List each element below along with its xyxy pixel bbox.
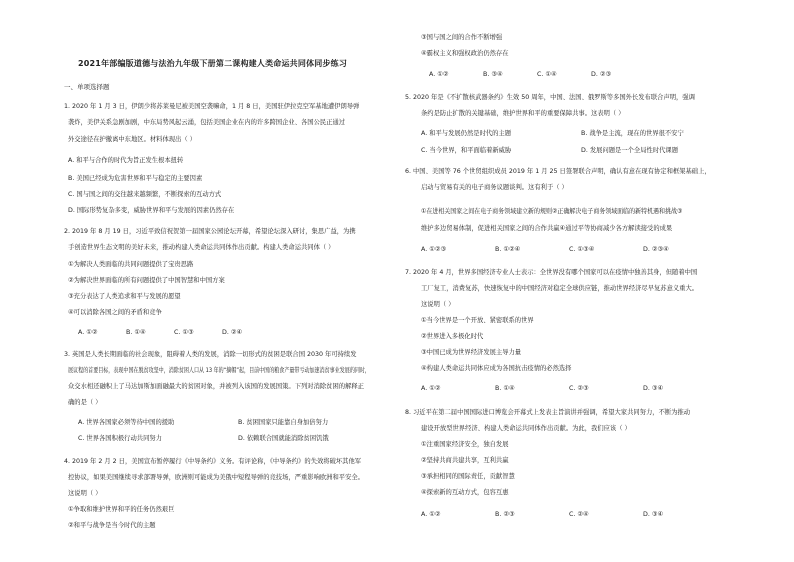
q4-item-3: ③国与国之间的合作不断增强 [421, 34, 503, 41]
q7-option-d: D. ③④ [643, 385, 664, 392]
q4-option-a: A. ①② [429, 71, 449, 78]
q8-item-1: ①注重国家经济安全，独自发展 [421, 441, 509, 448]
q4-stem-line2: 控协议，如果美国继续寻求部署导弹，欧洲则可能成为美俄中短程导弹的竞技场，严重影响欧洲和平安全。 [68, 474, 364, 481]
q6-option-b: B. ①②④ [495, 246, 521, 253]
q6-options [421, 247, 717, 253]
q7-option-b: B. ①④ [495, 385, 515, 392]
q4-stem-line3: 这说明（ ） [68, 490, 102, 497]
q4-options [429, 72, 645, 78]
q7-item-2: ②世界进入多极化时代 [421, 333, 484, 340]
q3-option-c: C. 世界各国积极行动共同努力 [78, 435, 162, 442]
q2-stem-line2: 手创造世界生态文明的美好未来，推动构建人类命运共同体作出贡献。构建人类命运共同体（ ） [68, 244, 335, 251]
q7-stem-line1: 7. 2020 年 4 月，世界多国经济专业人士表示：全世界没有哪个国家可以在疫情中独善其身，但随着中国 [405, 269, 698, 276]
q4-item-1: ①争取和维护世界和平的任务仍然艰巨 [68, 506, 175, 513]
q1-stem-line2: 袭炸，美伊关系急剧加剧，中东局势风起云涌，包括美国企业在内的许多跨国企业、各国公民正通过 [68, 119, 346, 126]
q6-stem-line1: 6. 中国、美国等 76 个世贸组织成员 2019 年 1 月 25 日签署联合声明，确认有意在现有协定和框架基础上， [405, 168, 711, 175]
q4-item-2: ②和平与战争是当今时代的主题 [68, 522, 156, 529]
q1-option-b: B. 美国已经成为危害世界和平与稳定的主要因素 [68, 175, 203, 182]
q5-option-d: D. 发展问题是一个全局性时代课题 [581, 147, 679, 154]
q4-option-b: B. ③④ [483, 71, 503, 78]
q5-option-c: C. 当今世界，和平面临着新威胁 [421, 147, 512, 154]
q2-option-c: C. ①③ [174, 329, 194, 336]
q6-option-a: A. ①②③ [421, 246, 447, 253]
q2-option-d: D. ②④ [222, 329, 243, 336]
q5-stem-line1: 5. 2020 年是《不扩散核武器条约》生效 50 周年，中国、法国、俄罗斯等多国外长发布联合声明，强调 [405, 94, 695, 101]
q8-options [421, 512, 717, 518]
q8-option-c: C. ②④ [569, 511, 589, 518]
q2-option-a: A. ①② [78, 329, 98, 336]
q6-stem-line2: 启动与贸易有关的电子商务议题谈判。这有利于（ ） [421, 184, 568, 191]
q3-stem-line3: 众交水相还融积上了马达加斯加面融最大的贫困对象，并被列入该国的发展国策。下列对消除贫困的解释正 [68, 383, 364, 390]
q7-stem-line3: 这说明（ ） [421, 301, 455, 308]
section-heading: 一、单项选择题 [64, 83, 110, 91]
q3-option-d: D. 依赖联合国就能消除贫困饥饿 [238, 435, 329, 442]
q2-item-3: ③充分表达了人类追求和平与发展的愿望 [68, 293, 181, 300]
q8-item-2: ②坚持共商共建共享，互利共赢 [421, 457, 509, 464]
q1-stem-line3: 外交途径在护撤离中东地区。材料体现出（ ） [68, 136, 196, 143]
q5-options-row2 [421, 148, 741, 154]
q4-item-4: ④霸权主义和强权政治仍然存在 [421, 50, 509, 57]
q5-stem-line2: 条约是防止扩散的关键基础，维护世界和平的重要保障共事。这表明（ ） [421, 110, 625, 117]
q7-option-a: A. ①② [421, 385, 441, 392]
q7-item-1: ①当今世界是一个开放、紧密联系的世界 [421, 317, 534, 324]
q8-item-3: ③承担相同的国际责任，贡献智慧 [421, 473, 515, 480]
q3-options-row2 [78, 436, 398, 442]
q2-option-b: B. ①④ [126, 329, 146, 336]
q2-item-1: ①为解决人类面临的共同问题提供了宝贵思路 [68, 261, 194, 268]
q3-options-row1 [78, 420, 398, 426]
q4-stem-line1: 4. 2019 年 2 月 2 日，美国宣布暂停履行《中导条约》义务。有评论称，《中导条约》的失效将破坏其他军 [64, 458, 362, 465]
q4-option-c: C. ①④ [537, 71, 557, 78]
q1-option-a: A. 和平与合作的时代为旨正发生根本扭转 [68, 157, 184, 164]
q2-stem-line1: 2. 2019 年 8 月 19 日，习近平致信祝贺第一届国家公园论坛开幕，希望论坛深入研讨，集思广益，为携 [64, 228, 356, 235]
q7-options [421, 386, 717, 392]
q2-options [78, 330, 270, 336]
q8-item-4: ④探索新的互动方式，包容互惠 [421, 489, 509, 496]
q5-option-b: B. 战争是主流，现在的世界很不安宁 [581, 130, 684, 137]
q6-items-line1: ①在进相关国家之间在电子商务领域建立新的规则②正确解决电子商务领域面临的新特机遇和挑战③ [421, 208, 683, 215]
q2-item-4: ④可以消除各国之间的矛盾和竞争 [68, 309, 162, 316]
q7-stem-line2: 工厂复工，消费复苏，快速恢复中的中国经济对稳定全球供应链，推动世界经济尽早复苏意义重大。 [421, 285, 699, 292]
q7-option-c: C. ②③ [569, 385, 589, 392]
q5-options-row1 [421, 131, 741, 137]
q1-option-c: C. 国与国之间的交往越来越频繁，不断探索的互动方式 [68, 191, 222, 198]
q3-option-a: A. 世界各国家必须等待中国的援助 [78, 419, 175, 426]
q1-stem-line1: 1. 2020 年 1 月 3 日，伊朗少将苏莱曼尼被美国空袭嘛命，1 月 8 日，美国驻伊拉克空军基地遭伊朗导弹 [64, 103, 360, 110]
q6-option-d: D. ②③④ [643, 246, 669, 253]
q4-option-d: D. ②③ [591, 71, 612, 78]
q8-option-b: B. ②③ [495, 511, 515, 518]
page-title: 2021年部编版道德与法治九年级下册第二课构建人类命运共同体同步练习 [78, 59, 348, 68]
q7-item-3: ③中国已成为世界经济发展主导力量 [421, 349, 522, 356]
q7-item-4: ④构建人类命运共同体应成为各国抗击疫情的必然选择 [421, 365, 572, 372]
q2-item-2: ②为解决世界面临的所有问题提供了中国智慧和中国方案 [68, 277, 225, 284]
q3-option-b: B. 贫困国家只能靠自身加倍努力 [238, 419, 329, 426]
q8-option-a: A. ①② [421, 511, 441, 518]
q8-option-d: D. ③④ [643, 511, 664, 518]
q8-stem-line2: 建设开放型世界经济、构建人类命运共同体作出贡献。为此，我们应该（ ） [421, 425, 631, 432]
q1-option-d: D. 国际形势复杂多变，威胁世界和平与发展的因素仍然存在 [68, 207, 235, 214]
q8-stem-line1: 8. 习近平在第二届中国国际进口博览会开幕式上发表主旨演讲并强调，希望大家共同努力，不断为推动 [405, 409, 691, 416]
q6-items-line2: 维护多边贸易体制，促进相关国家之间的合作共赢④通过平等协商减少各方解读接受的成果 [421, 225, 673, 232]
q3-stem-line4: 确的是（ ） [68, 399, 102, 406]
q3-stem-line1: 3. 英国是人类长期面临的社会现象，阻碍着人类的发展，消除一切形式的贫困是联合国 2030 年可持续发 [64, 351, 357, 358]
q5-option-a: A. 和平与发展仍然是时代的主题 [421, 130, 512, 137]
q3-stem-line2: 展议程的首要目标，表现中国在脱贫攻坚中，消除贫困人口从 13 年的“摘帽”起，目前中国的粮食产量带亏动加速消贫事业发展的同时， [68, 367, 370, 374]
q6-option-c: C. ①③④ [569, 246, 595, 253]
